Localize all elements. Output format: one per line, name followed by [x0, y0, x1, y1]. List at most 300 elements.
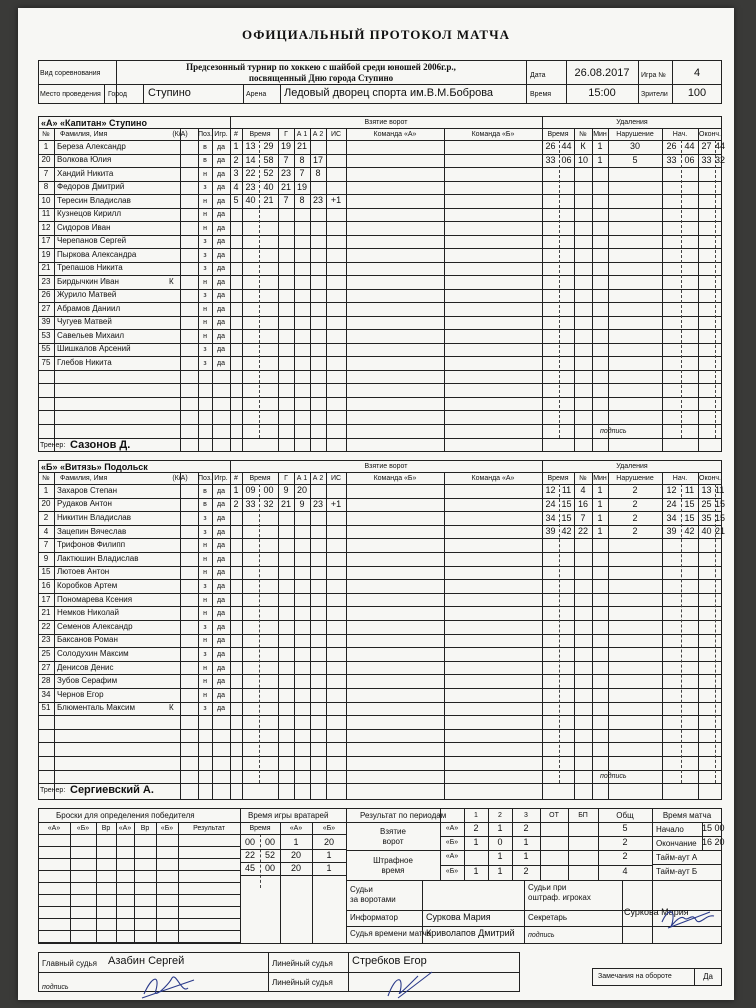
goalie-a: 20 — [290, 850, 301, 860]
goal-scorer: 7 — [283, 195, 289, 206]
goal-assist2: 17 — [312, 154, 323, 165]
rule-line — [652, 864, 722, 865]
player-name: Рудаков Антон — [57, 499, 112, 509]
period-col-total: Общ — [616, 811, 634, 820]
player-number: 75 — [41, 357, 51, 367]
player-position: н — [203, 678, 207, 686]
row-line — [38, 167, 722, 168]
player-number: 34 — [41, 689, 51, 699]
timeout-a-label: Тайм-аут А — [656, 853, 698, 862]
col-played: Игр. — [214, 131, 228, 138]
period-value: 0 — [497, 837, 503, 847]
trainer-name: Сазонов Д. — [70, 439, 131, 451]
penalty-minutes: 1 — [597, 154, 603, 165]
penalty-code: 2 — [632, 512, 638, 523]
penalty-end-sec: 32 — [715, 154, 726, 165]
period-value: 1 — [473, 866, 479, 876]
player-played: да — [217, 238, 225, 246]
col-name: Фамилия, Имя — [60, 131, 108, 138]
player-position: з — [203, 292, 207, 300]
goal-assist1: 21 — [296, 141, 307, 152]
signature-label: подпись — [42, 984, 69, 991]
player-played: да — [217, 359, 225, 367]
row-line — [38, 620, 722, 621]
player-played: да — [217, 305, 225, 313]
goalie-time-title: Время игры вратарей — [248, 811, 329, 820]
goal-assist1: 7 — [299, 168, 305, 179]
goal-judges-label: Судьи — [350, 885, 373, 894]
penalty-player: 16 — [577, 498, 588, 509]
player-name: Сидоров Иван — [57, 222, 111, 232]
col-penalty-number: № — [579, 475, 587, 482]
start-time: 15 00 — [702, 823, 725, 833]
player-position: н — [203, 197, 207, 205]
player-played: да — [217, 651, 225, 658]
player-number: 8 — [43, 182, 49, 192]
player-position: н — [203, 664, 207, 672]
row-line — [38, 661, 722, 662]
rule-line — [698, 128, 699, 452]
game-number: 4 — [693, 67, 701, 79]
rule-line — [348, 952, 349, 992]
player-position: н — [203, 319, 207, 327]
goal-time-sec: 21 — [263, 195, 274, 206]
player-position: н — [203, 170, 207, 178]
rule-line — [54, 472, 55, 800]
goal-assist1: 8 — [299, 195, 305, 206]
rule-line — [54, 128, 55, 452]
player-name: Блюменталь Максим — [57, 703, 135, 713]
penalty-code: 2 — [632, 526, 638, 537]
period-value: 2 — [622, 851, 628, 861]
goals-label: Взятие — [380, 827, 406, 836]
penalty-time-min: 24 — [545, 498, 556, 509]
rule-line — [608, 128, 609, 452]
row-line — [38, 942, 240, 943]
row-line — [38, 729, 722, 730]
row-line — [38, 870, 240, 871]
col-name: Фамилия, Имя — [60, 475, 108, 482]
player-position: з — [203, 238, 207, 246]
player-number: 19 — [41, 249, 51, 259]
row-line — [38, 566, 722, 567]
venue-label: Место проведения — [40, 91, 101, 98]
row-line — [38, 756, 722, 757]
player-position: в — [203, 487, 207, 495]
player-name: Хандий Никита — [57, 168, 114, 178]
col-number: № — [42, 131, 50, 138]
player-played: да — [217, 170, 225, 178]
period-value: 4 — [622, 866, 628, 876]
player-played: да — [217, 678, 225, 686]
goal-time-min: 14 — [245, 154, 256, 165]
rule-line — [346, 128, 347, 452]
penalty-start-sec: 42 — [684, 526, 695, 537]
end-label: Окончание — [656, 839, 697, 848]
row-line — [38, 918, 240, 919]
goal-number: 2 — [233, 154, 239, 165]
player-played: да — [217, 515, 225, 522]
penalty-code: 5 — [632, 154, 638, 165]
player-name: Коробков Артем — [57, 581, 118, 590]
rule-line — [326, 128, 327, 452]
goalie-time-min: 22 — [244, 850, 255, 860]
signature-label: подпись — [600, 773, 627, 780]
penalty-start-min: 26 — [666, 141, 677, 152]
player-number: 2 — [43, 513, 49, 522]
penalty-player: 22 — [577, 526, 588, 537]
player-name: Зацепин Вячеслав — [57, 526, 127, 536]
player-name: Зубов Серафим — [57, 676, 118, 686]
player-number: 15 — [41, 567, 51, 577]
col-team-a-goalie: Команда «Б» — [373, 475, 417, 482]
player-name: Баксанов Роман — [57, 635, 118, 645]
penalty-end-sec: 44 — [715, 141, 726, 152]
player-number: 53 — [41, 330, 51, 340]
player-played: да — [217, 184, 225, 192]
rule-line — [268, 952, 269, 992]
goal-time-min: 22 — [245, 168, 256, 179]
penalty-start-sec: 15 — [684, 498, 695, 509]
dashed-separator — [715, 140, 716, 438]
player-number: 22 — [41, 621, 51, 631]
period-value: 1 — [497, 866, 503, 876]
player-name: Глебов Никита — [57, 357, 112, 367]
row-line — [38, 248, 722, 249]
rule-line — [280, 84, 281, 104]
start-label: Начало — [656, 825, 684, 834]
shootout-col: Вр — [140, 825, 150, 832]
goalie-col-b: «Б» — [322, 825, 336, 832]
trainer-name: Сергиевский А. — [70, 784, 154, 796]
protocol-title: ОФИЦИАЛЬНЫЙ ПРОТОКОЛ МАТЧА — [242, 27, 510, 42]
secretary-label: Секретарь — [528, 913, 567, 922]
player-played: да — [217, 319, 225, 327]
penalty-start-min: 34 — [666, 512, 677, 523]
row-line — [38, 647, 722, 648]
penalty-end-sec: 21 — [715, 526, 726, 537]
player-position: з — [203, 251, 207, 259]
penalty-player: К — [580, 141, 586, 152]
arena-value: Ледовый дворец спорта им.В.М.Боброва — [284, 87, 494, 99]
player-number: 27 — [41, 303, 51, 313]
player-number: 9 — [43, 553, 49, 563]
shootout-col: «А» — [118, 825, 132, 832]
rule-line — [444, 472, 445, 800]
row-line — [38, 316, 722, 317]
penalties-title: Удаления — [616, 463, 648, 470]
penalty-player: 10 — [577, 154, 588, 165]
player-played: да — [217, 501, 225, 509]
player-played: да — [217, 211, 225, 219]
goal-scorer: 19 — [280, 141, 291, 152]
penalty-time-sec: 42 — [561, 526, 572, 537]
col-penalty-start: Нач. — [672, 475, 688, 482]
goal-number: 4 — [233, 181, 239, 192]
line-referee-label: Линейный судья — [272, 959, 333, 968]
shootout-col: «Б» — [160, 825, 174, 832]
player-position: в — [203, 501, 207, 509]
player-number: 27 — [41, 662, 51, 672]
player-name: Семенов Александр — [57, 621, 133, 631]
col-goal-number: # — [234, 475, 238, 482]
teamA-team-name: «А» «Капитан» Ступино — [41, 118, 147, 128]
player-position: н — [203, 278, 207, 286]
goal-scorer: 7 — [283, 154, 289, 165]
goal-scorer: 23 — [280, 168, 291, 179]
goals-label2: ворот — [382, 837, 404, 846]
rule-line — [526, 60, 527, 104]
row-line — [38, 262, 722, 263]
player-name: Пономарева Ксения — [57, 594, 133, 604]
goal-assist2: 23 — [312, 195, 323, 206]
dashed-separator — [559, 140, 560, 438]
player-name: Лютоев Антон — [57, 567, 110, 577]
row-line — [38, 194, 722, 195]
goal-judges-label2: за воротами — [350, 895, 396, 904]
penalty-end-min: 33 — [701, 154, 712, 165]
period-value: 1 — [497, 823, 503, 833]
penalty-end-sec: 15 — [715, 512, 726, 523]
row-line — [38, 742, 722, 743]
period-col: 2 — [498, 812, 502, 819]
trainer-label: Тренер: — [40, 787, 66, 794]
main-referee-label: Главный судья — [42, 959, 98, 968]
row-line — [38, 235, 722, 236]
goalie-b: 1 — [326, 863, 332, 873]
col-team-b-goalie: Команда «Б» — [471, 131, 515, 138]
penalty-judges-label2: оштраф. игроках — [528, 893, 591, 902]
trainer-label: Тренер: — [40, 442, 66, 449]
rule-line — [38, 84, 722, 85]
player-played: да — [217, 528, 225, 536]
player-position: н — [203, 637, 207, 645]
player-played: да — [217, 623, 225, 631]
match-date: 26.08.2017 — [574, 67, 630, 79]
row-line — [38, 370, 722, 371]
col-scorer: Г — [284, 131, 288, 138]
goal-time-sec: 58 — [263, 154, 274, 165]
penalty-end-min: 13 — [701, 485, 712, 496]
row-line — [38, 410, 722, 411]
player-name: Тересин Владислав — [57, 195, 131, 205]
row-line — [38, 702, 722, 703]
player-number: 55 — [41, 344, 51, 354]
col-assist1: А 1 — [296, 131, 308, 138]
row-line — [38, 289, 722, 290]
rule-line — [38, 822, 240, 823]
row-line — [240, 875, 346, 876]
row-line — [440, 836, 652, 837]
player-position: з — [203, 705, 207, 713]
penalty-minutes: 1 — [597, 485, 603, 496]
player-name: Чугуев Матвей — [57, 317, 112, 327]
player-position: з — [203, 651, 207, 658]
goalie-time-min: 00 — [244, 837, 255, 847]
penalty-start-sec: 44 — [684, 141, 695, 152]
goal-number: 1 — [233, 485, 239, 496]
penalty-time-sec: 15 — [561, 512, 572, 523]
city-label: Город — [108, 91, 127, 98]
timekeeper-label: Судья времени матча — [350, 929, 432, 938]
period-value: 1 — [523, 837, 529, 847]
player-played: да — [217, 664, 225, 672]
rule-line — [542, 128, 543, 452]
row-line — [38, 858, 240, 859]
goal-assist1: 20 — [296, 485, 307, 496]
row-line — [38, 356, 722, 357]
player-number: 21 — [41, 608, 51, 618]
penalty-judges-label: Судьи при — [528, 883, 567, 892]
rule-line — [240, 834, 346, 835]
player-name: Федоров Дмитрий — [57, 182, 125, 192]
col-team-b-goalie: Команда «А» — [471, 475, 515, 482]
row-line — [38, 329, 722, 330]
informator-name: Суркова Мария — [426, 912, 491, 922]
periods-title: Результат по периодам — [360, 811, 447, 820]
player-number: 17 — [41, 236, 51, 246]
row-line — [38, 154, 722, 155]
player-position: з — [203, 515, 207, 522]
penalty-time-min: 34 — [545, 512, 556, 523]
competition-type-label: Вид соревнования — [40, 70, 101, 77]
notes-label: Замечания на обороте — [598, 973, 672, 980]
player-captain-mark: К — [169, 703, 174, 713]
period-value: 1 — [497, 851, 503, 861]
period-value: 1 — [523, 851, 529, 861]
spectators-count: 100 — [687, 87, 707, 99]
player-played: да — [217, 569, 225, 577]
penalty-end-min: 25 — [701, 498, 712, 509]
player-position: н — [203, 542, 207, 550]
player-position: в — [203, 143, 207, 151]
rule-line — [96, 822, 97, 944]
player-played: да — [217, 596, 225, 604]
period-col: 1 — [474, 812, 478, 819]
penalty-time-sec: 11 — [561, 485, 572, 496]
rule-line — [116, 822, 117, 944]
player-position: н — [203, 332, 207, 340]
player-position: н — [203, 691, 207, 699]
player-number: 7 — [43, 540, 49, 550]
penalty-end-sec: 11 — [715, 485, 725, 496]
rule-line — [662, 128, 663, 452]
penalty-end-min: 40 — [701, 526, 712, 537]
col-position: Поз. — [198, 131, 212, 138]
timeout-b-label: Тайм-аут Б — [656, 867, 698, 876]
signature-label: подпись — [600, 428, 627, 435]
period-value: 1 — [473, 837, 479, 847]
player-number: 25 — [41, 649, 51, 658]
player-name: Волкова Юлия — [57, 155, 112, 165]
goal-assist2: 23 — [312, 498, 323, 509]
period-col-ot: ОТ — [549, 812, 559, 819]
timekeeper-name: Криволапов Дмитрий — [426, 928, 515, 938]
player-played: да — [217, 610, 225, 618]
dashed-separator — [259, 484, 260, 783]
col-penalty-time: Время — [547, 475, 569, 482]
penalty-time-min: 39 — [545, 526, 556, 537]
shootout-col: «А» — [47, 825, 61, 832]
col-assist2: А 2 — [312, 131, 324, 138]
goal-number: 2 — [233, 498, 239, 509]
goal-time-sec: 00 — [263, 485, 274, 496]
line-referee1-name: Стребков Егор — [352, 955, 427, 967]
col-position: Поз. — [198, 475, 212, 482]
signature-secretary — [658, 904, 718, 934]
goal-situation: +1 — [330, 498, 342, 509]
row-line — [38, 397, 722, 398]
shootout-col: Вр — [101, 825, 111, 832]
line-referee-label2: Линейный судья — [272, 978, 333, 987]
period-value: 2 — [473, 823, 479, 833]
penalty-end-min: 27 — [701, 141, 712, 152]
player-played: да — [217, 143, 225, 151]
arena-label: Арена — [246, 91, 267, 98]
player-number: 12 — [41, 222, 51, 232]
rule-line — [240, 822, 346, 823]
player-number: 17 — [41, 594, 51, 604]
rule-line — [104, 84, 105, 104]
penalty-time-min: 12 — [545, 485, 556, 496]
col-number: № — [42, 475, 50, 482]
rule-line — [524, 880, 525, 944]
row-line — [38, 634, 722, 635]
player-position: з — [203, 346, 207, 354]
rule-line — [444, 128, 445, 452]
col-goal-time: Время — [249, 131, 271, 138]
row-line — [38, 552, 722, 553]
col-penalty-end: Оконч. — [699, 131, 721, 138]
player-played: да — [217, 705, 225, 713]
goal-scorer: 9 — [283, 485, 289, 496]
penalty-time-min: 26 — [545, 141, 556, 152]
player-position: з — [203, 583, 207, 590]
row-line — [38, 538, 722, 539]
penalty-end-min: 35 — [701, 512, 712, 523]
player-number: 20 — [41, 155, 51, 165]
player-position: з — [203, 528, 207, 536]
date-label: Дата — [530, 72, 546, 79]
penalty-start-sec: 15 — [684, 512, 695, 523]
player-name: Трифонов Филипп — [57, 540, 126, 550]
rule-line — [310, 472, 311, 800]
player-played: да — [217, 224, 225, 232]
col-penalty-code: Нарушение — [616, 131, 654, 138]
penalty-code: 2 — [632, 498, 638, 509]
goal-time-min: 40 — [245, 195, 256, 206]
penalty-time-label2: время — [381, 866, 405, 875]
row-line — [38, 498, 722, 499]
penalty-time-sec: 15 — [561, 498, 572, 509]
goalie-time-min: 45 — [244, 863, 255, 873]
player-position: н — [203, 224, 207, 232]
penalty-start-sec: 11 — [684, 485, 695, 496]
penalty-time-sec: 44 — [561, 141, 572, 152]
goal-scorer: 21 — [280, 498, 291, 509]
period-team-label: «А» — [445, 853, 459, 860]
player-played: да — [217, 583, 225, 590]
row-line — [38, 770, 722, 771]
player-name: Пыркова Александра — [57, 249, 137, 259]
col-scorer: Г — [284, 475, 288, 482]
signature-line-referee — [378, 968, 438, 1002]
rule-line — [278, 472, 279, 800]
player-name: Лактюшин Владислав — [57, 553, 139, 563]
player-number: 23 — [41, 276, 51, 286]
player-position: з — [203, 184, 207, 192]
goal-assist1: 19 — [296, 181, 307, 192]
